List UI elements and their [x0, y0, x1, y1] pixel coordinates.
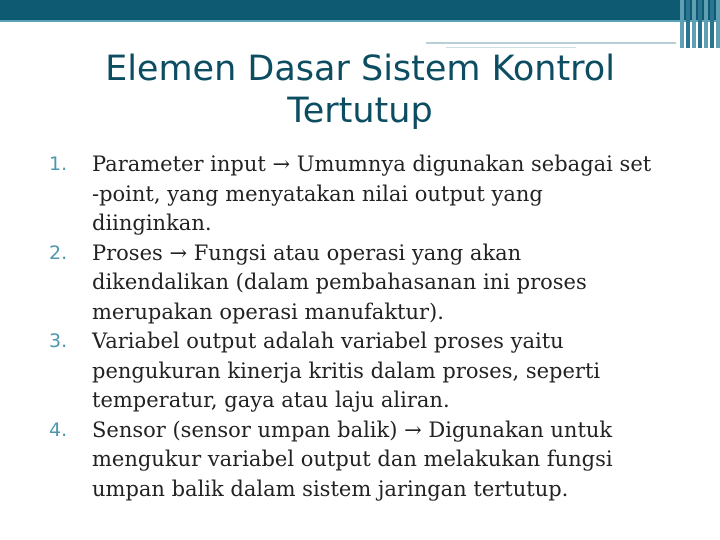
list-item-line: Sensor (sensor umpan balik) → Digunakan untuk	[92, 417, 613, 442]
list-item-line: diinginkan.	[92, 211, 212, 235]
list-number: 3.	[49, 330, 68, 352]
list-item	[0, 150, 700, 239]
list-item	[0, 416, 700, 505]
list-item-line: Proses → Fungsi atau operasi yang akan	[92, 240, 522, 265]
list-item	[0, 327, 700, 416]
slide-title	[60, 48, 660, 132]
header-bar	[0, 0, 720, 20]
list-item-line: -point, yang menyatakan nilai output yang	[92, 181, 543, 206]
list-item-line: merupakan operasi manufaktur).	[92, 299, 444, 324]
decorative-line	[426, 42, 676, 44]
list-item-line: umpan balik dalam sistem jaringan tertutup.	[92, 476, 569, 501]
list-number: 4.	[49, 418, 68, 441]
list-item-line: mengukur variabel output dan melakukan fungsi	[92, 447, 613, 471]
list-item	[0, 239, 700, 328]
list-number: 1.	[49, 153, 68, 175]
title-line-2: Tertutup	[287, 91, 433, 131]
list-item-line: Variabel output adalah variabel proses yaitu	[92, 329, 564, 353]
element-list	[0, 150, 700, 504]
title-line-1: Elemen Dasar Sistem Kontrol	[105, 49, 615, 89]
decorative-stripes	[680, 0, 720, 48]
header-accent-line	[0, 20, 720, 22]
list-item-line: dikendalikan (dalam pembahasanan ini proses	[92, 270, 587, 294]
list-item-line: pengukuran kinerja kritis dalam proses, seperti	[92, 358, 601, 383]
list-item-line: Parameter input → Umumnya digunakan sebagai set	[92, 152, 652, 176]
list-number: 2.	[49, 241, 68, 264]
list-item-line: temperatur, gaya atau laju aliran.	[92, 388, 450, 412]
